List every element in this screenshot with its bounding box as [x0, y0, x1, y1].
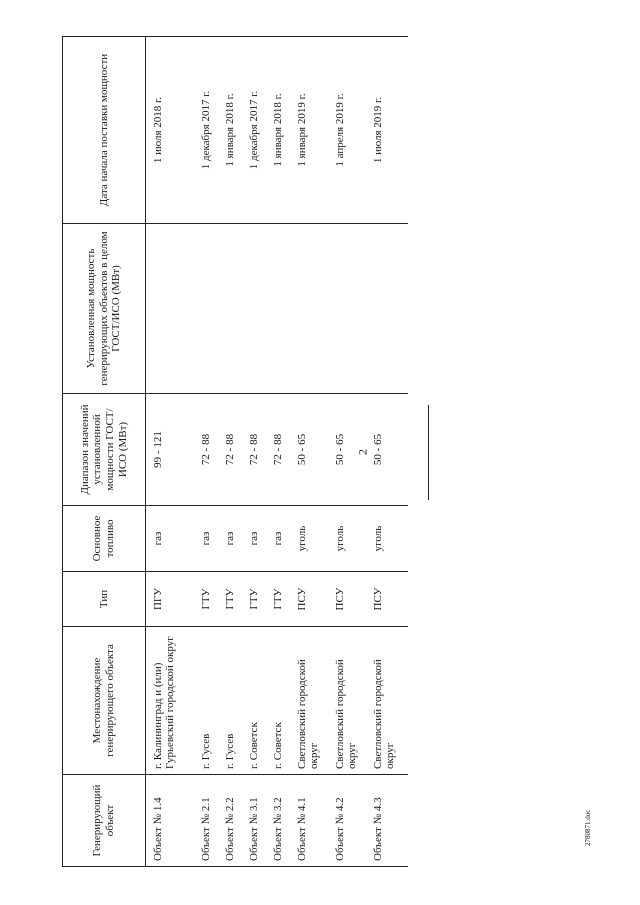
cell-type: ГТУ [222, 572, 246, 627]
cell-start-date: 1 июля 2018 г. [146, 37, 199, 224]
cell-object: Объект № 3.2 [270, 775, 294, 867]
cell-object: Объект № 4.3 [370, 775, 408, 867]
generating-objects-table-wrapper [62, 37, 397, 867]
cell-total-capacity [146, 224, 199, 394]
table-row [370, 37, 408, 867]
cell-location: Светловский городской округ [294, 627, 332, 775]
cell-total-capacity [270, 224, 294, 394]
cell-object: Объект № 1.4 [146, 775, 199, 867]
cell-start-date: 1 апреля 2019 г. [332, 37, 370, 224]
cell-capacity-range: 72 - 88 [246, 394, 270, 506]
cell-fuel: газ [198, 506, 222, 572]
cell-fuel: газ [222, 506, 246, 572]
header-type: Тип [63, 572, 146, 627]
cell-capacity-range: 72 - 88 [270, 394, 294, 506]
cell-capacity-range: 99 - 121 [146, 394, 199, 506]
table-header [63, 37, 146, 867]
cell-location: г. Гусев [222, 627, 246, 775]
cell-type: ГТУ [198, 572, 222, 627]
header-generating-object: Генерирующий объект [63, 775, 146, 867]
cell-total-capacity [222, 224, 246, 394]
generating-objects-table [62, 36, 408, 867]
cell-location: г. Гусев [198, 627, 222, 775]
cell-type: ПСУ [370, 572, 408, 627]
header-location: Местонахождение генерирующего объекта [63, 627, 146, 775]
cell-start-date: 1 января 2018 г. [222, 37, 246, 224]
cell-fuel: газ [270, 506, 294, 572]
cell-fuel: газ [246, 506, 270, 572]
cell-type: ПСУ [294, 572, 332, 627]
cell-total-capacity [370, 224, 408, 394]
page-number: 2 [355, 449, 370, 456]
cell-object: Объект № 2.1 [198, 775, 222, 867]
cell-capacity-range: 50 - 65 [332, 394, 370, 506]
header-main-fuel: Основное топливо [63, 506, 146, 572]
cell-start-date: 1 января 2018 г. [270, 37, 294, 224]
cell-total-capacity [332, 224, 370, 394]
cell-location: Светловский городской округ [332, 627, 370, 775]
header-supply-start-date: Дата начала поставки мощности [63, 37, 146, 224]
table-row [246, 37, 270, 867]
cell-capacity-range: 72 - 88 [222, 394, 246, 506]
cell-type: ГТУ [270, 572, 294, 627]
cell-start-date: 1 июля 2019 г. [370, 37, 408, 224]
cell-start-date: 1 декабря 2017 г. [198, 37, 222, 224]
cell-object: Объект № 4.1 [294, 775, 332, 867]
table-row [198, 37, 222, 867]
table-row [270, 37, 294, 867]
cell-object: Объект № 2.2 [222, 775, 246, 867]
cell-fuel: уголь [370, 506, 408, 572]
cell-location: г. Советск [246, 627, 270, 775]
cell-object: Объект № 3.1 [246, 775, 270, 867]
cell-location: Светловский городской округ [370, 627, 408, 775]
cell-type: ПГУ [146, 572, 199, 627]
cell-capacity-range: 72 - 88 [198, 394, 222, 506]
header-capacity-range: Диапазон значений установленной мощности ГОСТ/ИСО (МВт) [63, 394, 146, 506]
cell-fuel: газ [146, 506, 199, 572]
table-row [146, 37, 199, 867]
table-row [332, 37, 370, 867]
cell-capacity-range: 50 - 65 [294, 394, 332, 506]
cell-fuel: уголь [332, 506, 370, 572]
cell-type: ПСУ [332, 572, 370, 627]
table-row [222, 37, 246, 867]
table-row [294, 37, 332, 867]
cell-fuel: уголь [294, 506, 332, 572]
cell-start-date: 1 декабря 2017 г. [246, 37, 270, 224]
cell-capacity-range: 50 - 65 [370, 394, 408, 506]
cell-total-capacity [294, 224, 332, 394]
header-total-capacity: Установленная мощность генерирующих объектов в целом ГОСТ/ИСО (МВт) [63, 224, 146, 394]
table-body [146, 37, 409, 867]
footer-document-ref: 2780871.doc [584, 810, 592, 847]
cell-location: г. Калининград и (или) Гурьевский городской округ [146, 627, 199, 775]
header-row [63, 37, 146, 867]
cell-location: г. Советск [270, 627, 294, 775]
horizontal-rule [428, 405, 429, 500]
cell-start-date: 1 января 2019 г. [294, 37, 332, 224]
cell-type: ГТУ [246, 572, 270, 627]
cell-object: Объект № 4.2 [332, 775, 370, 867]
cell-total-capacity [246, 224, 270, 394]
cell-total-capacity [198, 224, 222, 394]
